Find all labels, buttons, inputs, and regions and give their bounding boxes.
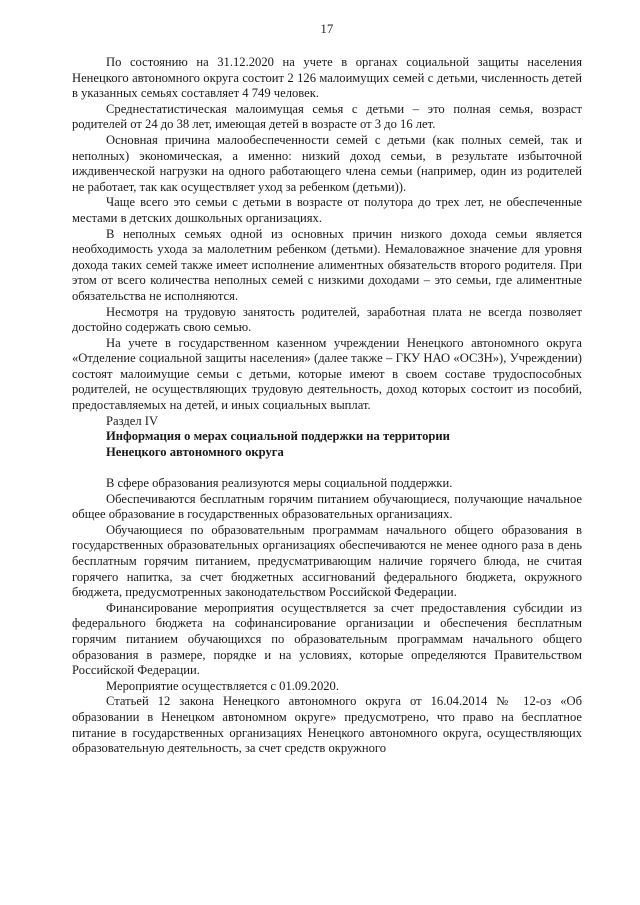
paragraph-spacer: [72, 460, 582, 476]
paragraph: Обучающиеся по образовательным программам начального общего образования в государственных образовательных организациях обеспечиваются не менее одного раза в день бесплатным горячим питанием, предусматривающим наличие горячего блюда, не считая горячего напитка, за счет бюджетных ассигнований федерального бюджета, окружного бюджета, предусмотренных законодательством Российской Федерации.: [72, 522, 582, 600]
section-heading-line-1: Информация о мерах социальной поддержки на территории: [106, 429, 450, 444]
paragraph: В неполных семьях одной из основных причин низкого дохода семьи является необходимость ухода за малолетним ребенком (детьми). Немаловажное значение для уровня дохода таких семей также имеет исполнение алиментных обязательств второго родителя. При этом от всего количества неполных семей с низкими доходами – это семьи, где алиментные обязательства не исполняются.: [72, 226, 582, 303]
section-label: Раздел IV: [106, 413, 159, 428]
paragraph: Среднестатистическая малоимущая семья с детьми – это полная семья, возраст родителей от 24 до 38 лет, имеющая детей в возрасте от 3 до 16 лет.: [72, 101, 582, 132]
paragraph: По состоянию на 31.12.2020 на учете в органах социальной защиты населения Ненецкого автономного округа состоит 2 126 малоимущих семей с детьми, численность детей в указанных семьях составляет 4 749 человек.: [72, 55, 582, 101]
document-body: [72, 55, 582, 757]
paragraph: Статьей 12 закона Ненецкого автономного округа от 16.04.2014 № 12-оз «Об образовании в Ненецком автономном округе» предусмотрено, что право на бесплатное питание в государственных организациях Ненецкого автономного округа, осуществляющих образовательную деятельность, за счет средств окружного: [72, 694, 582, 756]
paragraph: Несмотря на трудовую занятость родителей, заработная плата не всегда позволяет достойно содержать свою семью.: [72, 304, 582, 335]
paragraph: Финансирование мероприятия осуществляется за счет предоставления субсидии из федерального бюджета на софинансирование организации и обеспечения бесплатным горячим питанием обучающихся по образовательным программам начального общего образования в размере, порядке и на условиях, которые определяются Правительством Российской Федерации.: [72, 600, 582, 678]
paragraph: Мероприятие осуществляется с 01.09.2020.: [106, 678, 339, 693]
page-number: 17: [320, 22, 334, 36]
section-heading-line-2: Ненецкого автономного округа: [106, 444, 284, 459]
paragraph: Чаще всего это семьи с детьми в возрасте от полутора до трех лет, не обеспеченные местами в детских дошкольных организациях.: [72, 195, 582, 225]
paragraph: В сфере образования реализуются меры социальной поддержки.: [106, 476, 453, 491]
paragraph: Обеспечиваются бесплатным горячим питанием обучающиеся, получающие начальное общее образование в государственных образовательных организациях.: [72, 491, 582, 522]
paragraph: На учете в государственном казенном учреждении Ненецкого автономного округа «Отделение социальной защиты населения» (далее также – ГКУ НАО «ОСЗН»), Учреждении) состоят малоимущие семьи с детьми, которые имеют в своем составе трудоспособных родителей, не осуществляющих трудовую деятельность, доход которых состоит из пособий, предоставляемых на детей, и иных социальных выплат.: [72, 335, 582, 413]
paragraph: Основная причина малообеспеченности семей с детьми (как полных семей, так и неполных) экономическая, а именно: низкий доход семьи, в результате избыточной иждивенческой нагрузки на одного работающего члена семьи (например, один из родителей не работает, так как осуществляет уход за ребенком (детьми)).: [72, 132, 582, 194]
